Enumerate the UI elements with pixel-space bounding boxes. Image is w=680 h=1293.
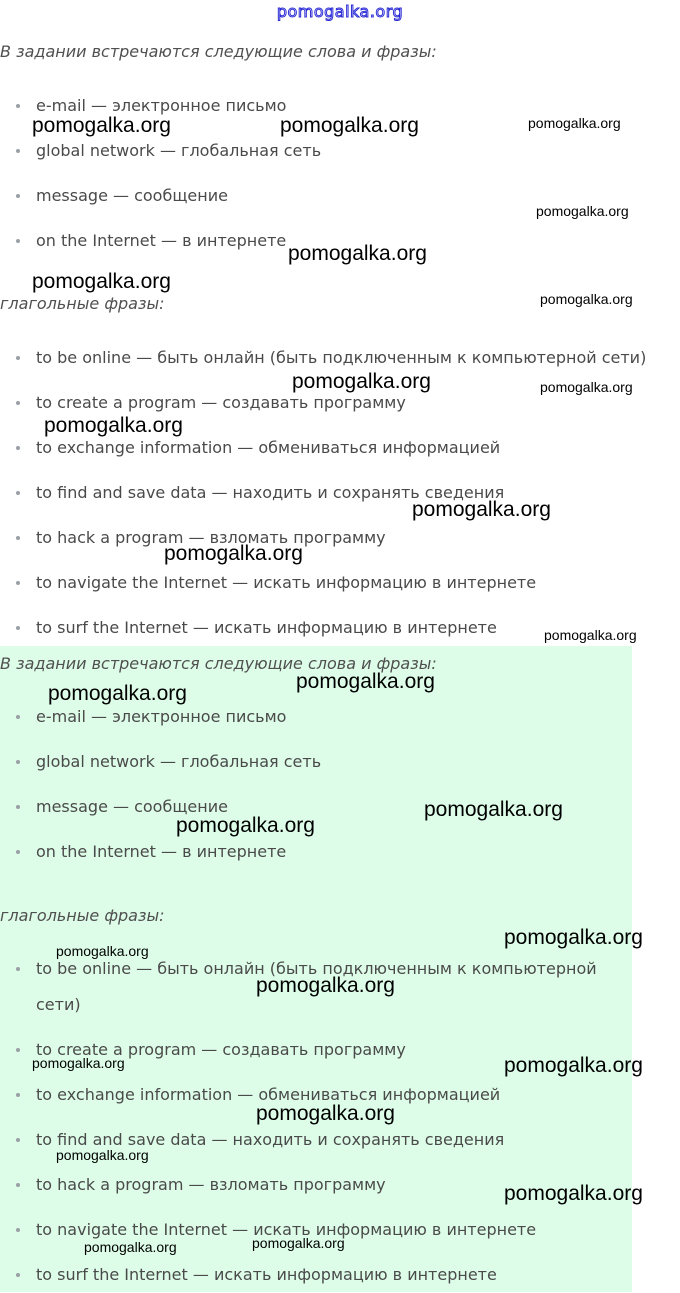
- watermark: pomogalka.org: [44, 414, 183, 437]
- bullet-icon: [16, 536, 20, 540]
- bullet-icon: [16, 1138, 20, 1142]
- watermark: pomogalka.org: [412, 498, 551, 521]
- bullet-icon: [16, 760, 20, 764]
- bullet-icon: [16, 1093, 20, 1097]
- watermark: pomogalka.org: [56, 1147, 149, 1163]
- watermark: pomogalka.org: [48, 682, 187, 705]
- watermark: pomogalka.org: [292, 370, 431, 393]
- watermark: pomogalka.org: [32, 114, 171, 137]
- bullet-icon: [16, 967, 20, 971]
- bullet-icon: [16, 1228, 20, 1232]
- section-1-heading: В задании встречаются следующие слова и фразы:: [0, 42, 437, 61]
- bullet-icon: [16, 491, 20, 495]
- site-title: pomogalka.org: [276, 2, 404, 21]
- bullet-icon: [16, 805, 20, 809]
- watermark: pomogalka.org: [544, 627, 637, 643]
- watermark: pomogalka.org: [256, 974, 395, 997]
- watermark: pomogalka.org: [504, 1054, 643, 1077]
- watermark: pomogalka.org: [56, 943, 149, 959]
- bullet-icon: [16, 1273, 20, 1277]
- watermark: pomogalka.org: [288, 242, 427, 265]
- watermark: pomogalka.org: [504, 926, 643, 949]
- watermark: pomogalka.org: [424, 798, 563, 821]
- watermark: pomogalka.org: [540, 379, 633, 395]
- bullet-icon: [16, 149, 20, 153]
- section-2-verbs-heading: глагольные фразы:: [0, 906, 165, 925]
- watermark: pomogalka.org: [252, 1235, 345, 1251]
- bullet-icon: [16, 1048, 20, 1052]
- bullet-icon: [16, 581, 20, 585]
- watermark: pomogalka.org: [32, 270, 171, 293]
- watermark: pomogalka.org: [536, 203, 629, 219]
- bullet-icon: [16, 626, 20, 630]
- watermark: pomogalka.org: [296, 670, 435, 693]
- watermark: pomogalka.org: [256, 1102, 395, 1125]
- bullet-icon: [16, 239, 20, 243]
- bullet-icon: [16, 104, 20, 108]
- watermark: pomogalka.org: [528, 115, 621, 131]
- bullet-icon: [16, 715, 20, 719]
- bullet-icon: [16, 194, 20, 198]
- watermark: pomogalka.org: [164, 542, 303, 565]
- watermark: pomogalka.org: [280, 114, 419, 137]
- bullet-icon: [16, 356, 20, 360]
- bullet-icon: [16, 401, 20, 405]
- watermark: pomogalka.org: [176, 814, 315, 837]
- bullet-icon: [16, 850, 20, 854]
- watermark: pomogalka.org: [540, 291, 633, 307]
- section-1-verbs-heading: глагольные фразы:: [0, 294, 165, 313]
- bullet-icon: [16, 446, 20, 450]
- watermark: pomogalka.org: [84, 1239, 177, 1255]
- bullet-icon: [16, 1183, 20, 1187]
- watermark: pomogalka.org: [32, 1055, 125, 1071]
- section-2-heading: В задании встречаются следующие слова и фразы:: [0, 654, 437, 673]
- watermark: pomogalka.org: [504, 1182, 643, 1205]
